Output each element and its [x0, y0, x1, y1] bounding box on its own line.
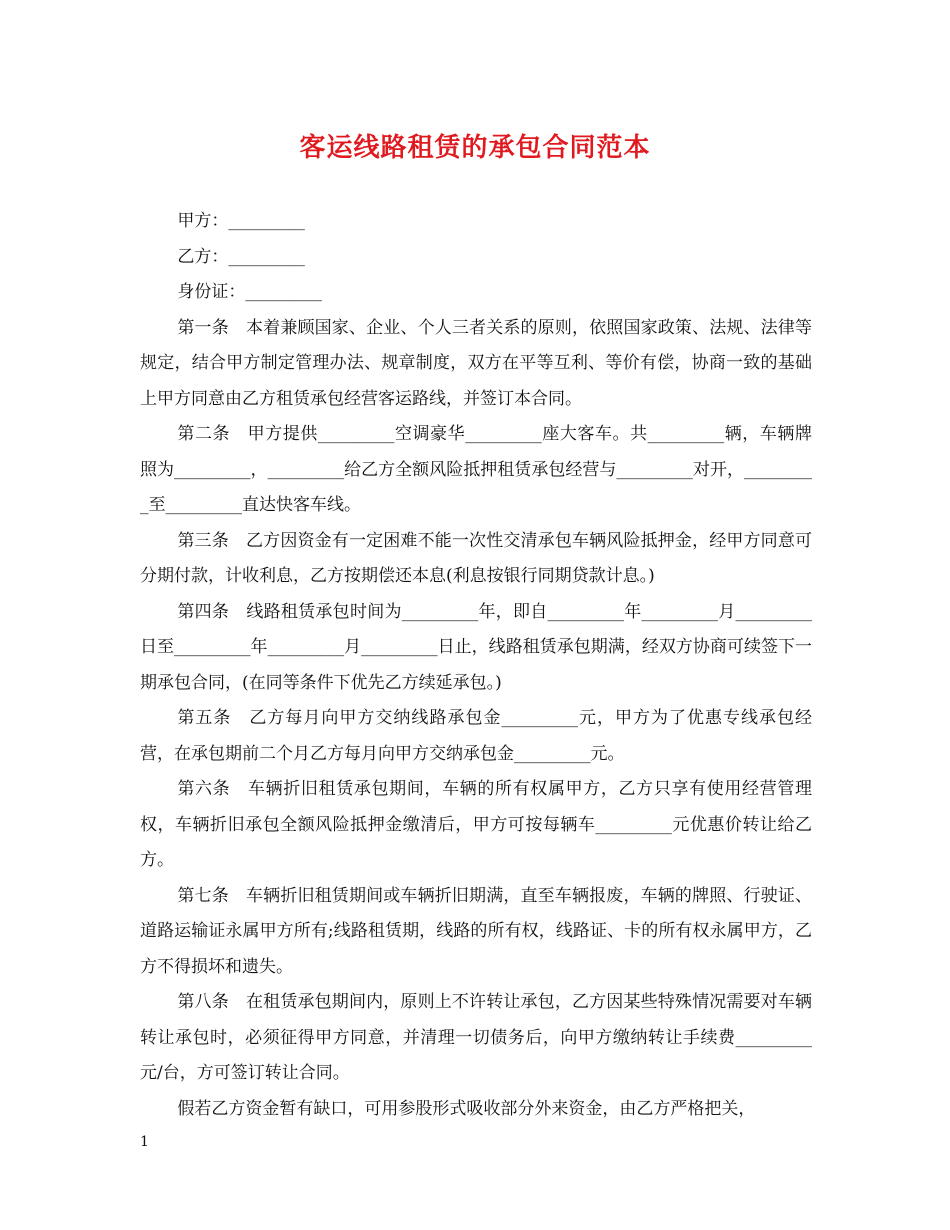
id-card-line: 身份证：_________ — [177, 282, 322, 302]
contract-body — [140, 204, 812, 1127]
document-title: 客运线路租赁的承包合同范本 — [299, 133, 651, 163]
page-number: 1 — [140, 1134, 149, 1150]
party-b-line: 乙方：_________ — [177, 246, 305, 267]
article-3: 第三条 乙方因资金有一定困难不能一次性交清承包车辆风险抵押金，经甲方同意可分期付款，计收利息，乙方按期偿还本息(利息按银行同期贷款计息。) — [140, 530, 812, 586]
party-a-line: 甲方：_________ — [177, 211, 305, 231]
article-7: 第七条 车辆折旧租赁期间或车辆折旧期满，直至车辆报废，车辆的牌照、行驶证、道路运输证永属甲方所有;线路租赁期，线路的所有权，线路证、卡的所有权永属甲方，乙方不得损坏和遗失。 — [140, 885, 812, 977]
article-6: 第六条 车辆折旧租赁承包期间，车辆的所有权属甲方，乙方只享有使用经营管理权，车辆折旧承包全额风险抵押金缴清后，甲方可按每辆车_________元优惠价转让给乙方。 — [140, 779, 812, 870]
article-8: 第八条 在租赁承包期间内，原则上不许转让承包，乙方因某些特殊情况需要对车辆转让承包时，必须征得甲方同意，并清理一切债务后，向甲方缴纳转让手续费_________元/台，方可签订转让合同。 — [140, 992, 812, 1083]
article-4: 第四条 线路租赁承包时间为_________年，即自_________年_________月_________日至_________年_________月_________日止，线路租赁承包期满，经双方协商可续签下一期承包合同，(在同等条件下优先乙方续延承包。) — [140, 601, 812, 693]
article-1: 第一条 本着兼顾国家、企业、个人三者关系的原则，依照国家政策、法规、法律等规定，结合甲方制定管理办法、规章制度，双方在平等互利、等价有偿，协商一致的基础上甲方同意由乙方租赁承包经营客运路线，并签订本合同。 — [140, 317, 812, 409]
additional-clause: 假若乙方资金暂有缺口，可用参股形式吸收部分外来资金，由乙方严格把关， — [177, 1098, 756, 1119]
article-2: 第二条 甲方提供_________空调豪华_________座大客车。共_________辆，车辆牌照为_________，_________给乙方全额风险抵押租赁承包经营与_________对开，_________至_________直达快客车线。 — [140, 424, 812, 515]
article-5: 第五条 乙方每月向甲方交纳线路承包金_________元，甲方为了优惠专线承包经营，在承包期前二个月乙方每月向甲方交纳承包金_________元。 — [140, 708, 812, 764]
